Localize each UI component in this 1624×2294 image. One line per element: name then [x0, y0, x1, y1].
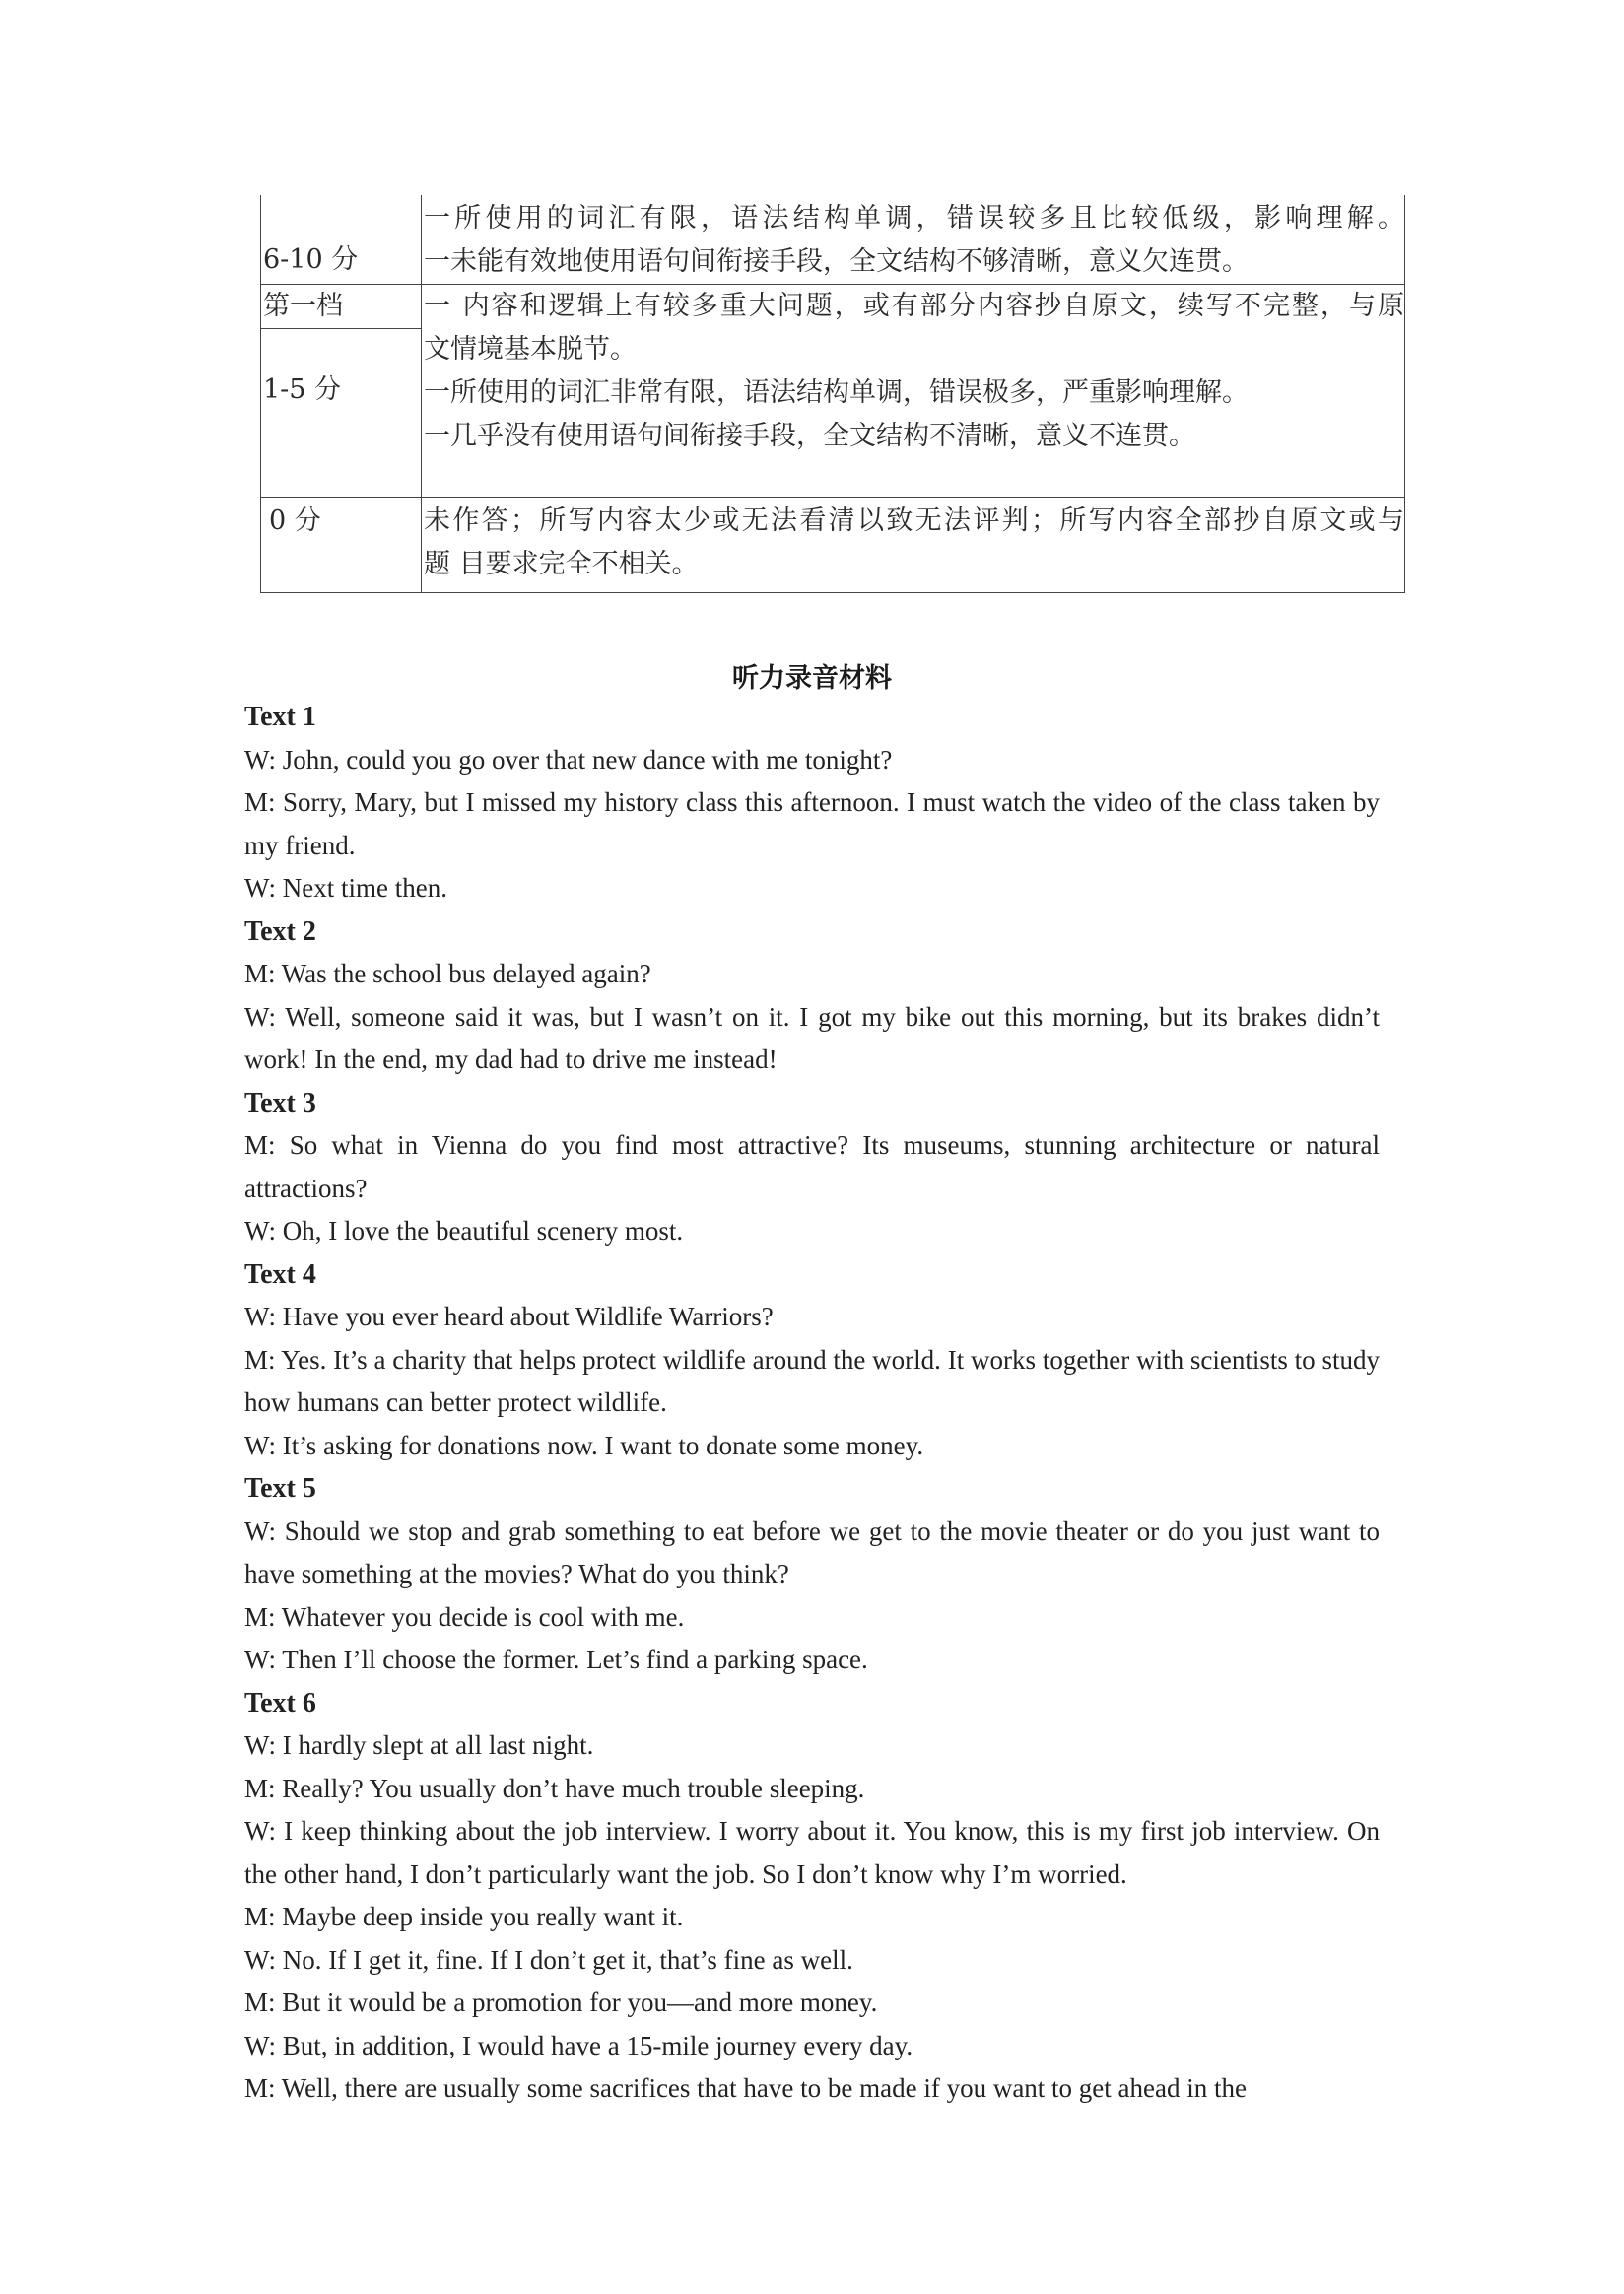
- dialogue-line: M: Sorry, Mary, but I missed my history class this afternoon. I must watch the video of the class taken by my friend.: [244, 787, 1380, 860]
- dialogue-line: W: I hardly slept at all last night.: [244, 1730, 594, 1760]
- transcript-text-block: [244, 1082, 1380, 1253]
- scoring-row: [261, 195, 1405, 285]
- criteria-line: 文情境基本脱节。: [424, 334, 637, 365]
- criteria-line: 题 目要求完全不相关。: [424, 549, 699, 579]
- scoring-row: [261, 498, 1405, 593]
- text-heading: Text 3: [244, 1087, 316, 1118]
- transcript-text-block: [244, 1253, 1380, 1468]
- grade-cell: 0 分: [261, 498, 422, 593]
- dialogue-line: W: No. If I get it, fine. If I don’t get it, that’s fine as well.: [244, 1944, 853, 1975]
- transcript-text-block: [244, 911, 1380, 1082]
- dialogue-line: M: Well, there are usually some sacrifices that have to be made if you want to get ahead in the: [244, 2073, 1247, 2103]
- scoring-table: [260, 195, 1405, 593]
- criteria-line: 一所使用的词汇有限，语法结构单调，错误较多且比较低级，影响理解。: [424, 203, 1404, 234]
- text-heading: Text 2: [244, 915, 316, 947]
- listening-transcript: [244, 696, 1380, 2111]
- dialogue-line: W: It’s asking for donations now. I want to donate some money.: [244, 1430, 924, 1460]
- dialogue-line: M: Was the school bus delayed again?: [244, 959, 651, 988]
- dialogue-line: W: Well, someone said it was, but I wasn’t on it. I got my bike out this morning, but its brakes didn’t work! In the end, my dad had to drive me instead!: [244, 1001, 1380, 1074]
- dialogue-line: W: Oh, I love the beautiful scenery most.: [244, 1216, 684, 1246]
- dialogue-line: W: John, could you go over that new dance with me tonight?: [244, 744, 893, 775]
- scoring-row: [261, 285, 1405, 498]
- dialogue-line: W: But, in addition, I would have a 15-mile journey every day.: [244, 2030, 914, 2060]
- transcript-text-block: [244, 696, 1380, 911]
- criteria-line: 一 内容和逻辑上有较多重大问题，或有部分内容抄自原文，续写不完整，与原: [424, 291, 1404, 321]
- dialogue-line: M: Yes. It’s a charity that helps protect wildlife around the world. It works together with scientists to study how humans can better protect wildlife.: [244, 1344, 1380, 1417]
- dialogue-line: M: Really? You usually don’t have much trouble sleeping.: [244, 1773, 865, 1803]
- dialogue-line: M: But it would be a promotion for you—and more money.: [244, 1988, 878, 2017]
- criteria-line: 一所使用的词汇非常有限，语法结构单调，错误极多，严重影响理解。: [424, 377, 1249, 408]
- dialogue-line: W: Have you ever heard about Wildlife Warriors?: [244, 1302, 774, 1331]
- criteria-line: 一几乎没有使用语句间衔接手段，全文结构不清晰，意义不连贯。: [424, 421, 1195, 451]
- text-heading: Text 5: [244, 1473, 316, 1504]
- section-title: 听力录音材料: [732, 663, 892, 694]
- dialogue-line: W: Should we stop and grab something to eat before we get to the movie theater or do you just want to have something at the movies? What do you think?: [244, 1516, 1380, 1588]
- dialogue-line: W: I keep thinking about the job interview. I worry about it. You know, this is my first job interview. On the other hand, I don’t particularly want the job. So I don’t know why I’m worried.: [244, 1816, 1380, 1889]
- dialogue-line: W: Next time then.: [244, 873, 447, 903]
- transcript-text-block: [244, 1682, 1380, 2111]
- grade-cell: [261, 285, 422, 498]
- criteria-line: 一未能有效地使用语句间衔接手段，全文结构不够清晰，意义欠连贯。: [424, 246, 1249, 277]
- grade-cell: 6-10 分: [261, 195, 422, 285]
- text-heading: Text 4: [244, 1258, 316, 1290]
- text-heading: Text 1: [244, 702, 316, 732]
- dialogue-line: M: Maybe deep inside you really want it.: [244, 1902, 684, 1931]
- criteria-cell: [422, 285, 1405, 498]
- criteria-cell: [422, 195, 1405, 285]
- text-heading: Text 6: [244, 1687, 316, 1719]
- dialogue-line: W: Then I’ll choose the former. Let’s find a parking space.: [244, 1645, 868, 1674]
- dialogue-line: M: So what in Vienna do you find most attractive? Its museums, stunning architecture or natural attractions?: [244, 1130, 1380, 1203]
- grade-level-label: 第一档: [263, 291, 343, 321]
- dialogue-line: M: Whatever you decide is cool with me.: [244, 1601, 685, 1632]
- transcript-text-block: [244, 1467, 1380, 1682]
- criteria-cell: [422, 498, 1405, 593]
- criteria-line: 未作答；所写内容太少或无法看清以致无法评判；所写内容全部抄自原文或与: [424, 506, 1404, 536]
- grade-score-range: 1-5 分: [261, 328, 421, 497]
